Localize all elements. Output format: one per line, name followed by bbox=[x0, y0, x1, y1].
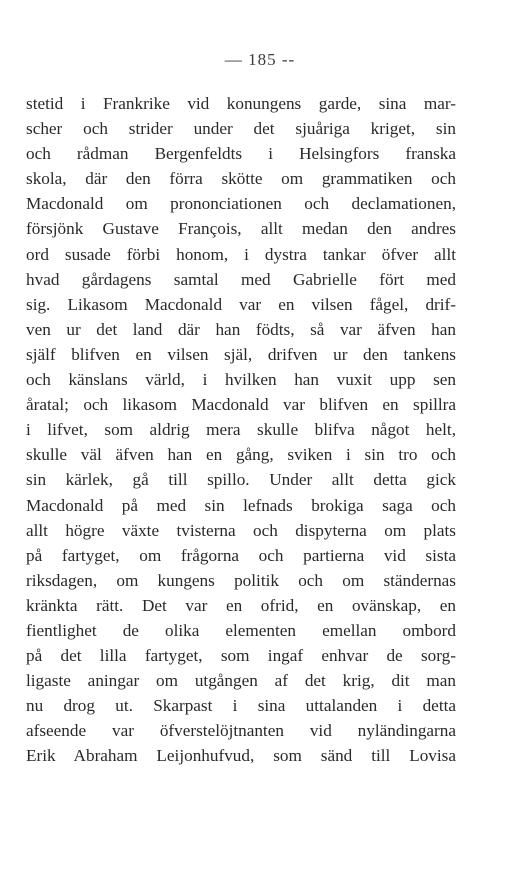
page-number: — 185 -- bbox=[224, 50, 296, 69]
text-line: afseende var öfverstelöjtnanten vid nyländingarna bbox=[26, 721, 456, 741]
text-line: Erik Abraham Leijonhufvud, som sänd till Lovisa bbox=[26, 746, 456, 766]
text-line: nu drog ut. Skarpast i sina uttalanden i detta bbox=[26, 696, 456, 716]
text-line: Macdonald på med sin lefnads brokiga saga och bbox=[26, 495, 456, 515]
text-line: skulle väl äfven han en gång, sviken i sin tro och bbox=[26, 445, 456, 465]
text-line: riksdagen, om kungens politik och om ständernas bbox=[26, 570, 456, 590]
text-line: skola, där den förra skötte om grammatiken och bbox=[26, 169, 456, 189]
text-line: hvad gårdagens samtal med Gabrielle fört med bbox=[26, 269, 456, 289]
text-line: kränkta rätt. Det var en ofrid, en ovänskap, en bbox=[26, 595, 456, 615]
text-line: sig. Likasom Macdonald var en vilsen fågel, drif- bbox=[26, 294, 456, 314]
text-line: på det lilla fartyget, som ingaf enhvar de sorg- bbox=[26, 646, 456, 666]
text-line: på fartyget, om frågorna och partierna vid sista bbox=[26, 545, 456, 565]
text-line: Macdonald om prononciationen och declamationen, bbox=[26, 194, 456, 214]
text-line: och känslans värld, i hvilken han vuxit upp sen bbox=[26, 370, 456, 390]
text-line: allt högre växte tvisterna och dispyterna om plats bbox=[26, 520, 456, 540]
text-line: ligaste aningar om utgången af det krig, dit man bbox=[26, 671, 456, 691]
text-line: scher och strider under det sjuåriga kriget, sin bbox=[26, 119, 456, 139]
text-line: försjönk Gustave François, allt medan den andres bbox=[26, 219, 456, 239]
text-line: fientlighet de olika elementen emellan ombord bbox=[26, 620, 456, 640]
text-line: stetid i Frankrike vid konungens garde, sina mar- bbox=[26, 94, 456, 113]
text-line: och rådman Bergenfeldts i Helsingfors franska bbox=[26, 144, 456, 164]
text-line: sin kärlek, gå till spillo. Under allt detta gick bbox=[26, 470, 456, 490]
text-line: ord susade förbi honom, i dystra tankar öfver allt bbox=[26, 244, 456, 264]
text-line: själf blifven en vilsen själ, drifven ur den tankens bbox=[26, 344, 456, 364]
text-line: åratal; och likasom Macdonald var blifven en spillra bbox=[26, 395, 456, 415]
text-line: ven ur det land där han födts, så var äfven han bbox=[26, 319, 456, 339]
text-line: i lifvet, som aldrig mera skulle blifva något helt, bbox=[26, 420, 456, 440]
body-text bbox=[26, 91, 456, 769]
